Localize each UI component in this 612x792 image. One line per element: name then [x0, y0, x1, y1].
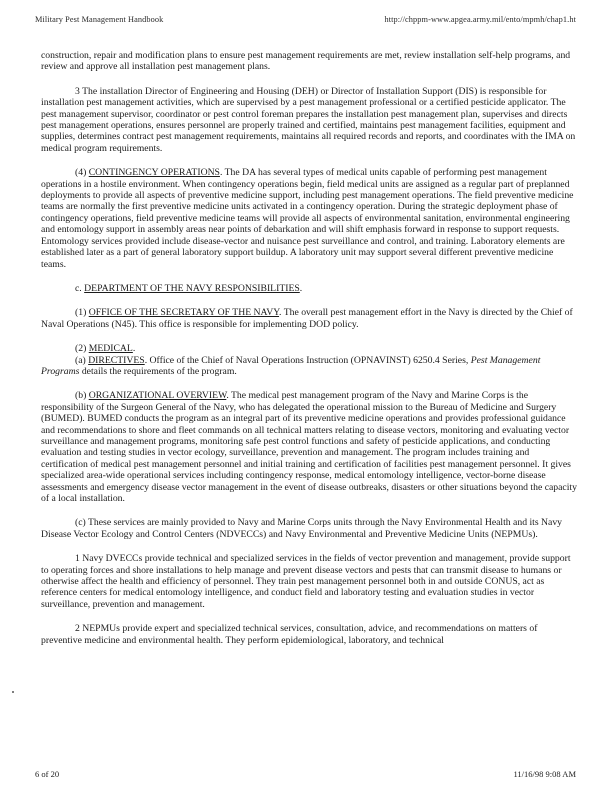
page-header: [35, 15, 576, 24]
paragraph: [41, 50, 577, 73]
underlined-heading: OFFICE OF THE SECRETARY OF THE NAVY: [88, 307, 280, 319]
text-run: (b): [75, 390, 89, 402]
header-title: Military Pest Management Handbook: [35, 15, 164, 24]
paragraph: [41, 517, 577, 540]
paragraph: [41, 283, 577, 294]
text-run: 2 NEPMUs provide expert and specialized technical services, consultation, advice, and recommendations on matters of preventive medicine and environmental health. They perform epidemiological, laboratory, and technical: [41, 623, 538, 646]
text-run: (1): [75, 307, 89, 319]
text-run: c.: [75, 282, 85, 294]
text-run: .: [299, 282, 303, 294]
text-run: construction, repair and modification plans to ensure pest management requirements are met, review installation self-help programs, and review and approve all installation pest management plans.: [41, 50, 571, 73]
document-body: [41, 50, 577, 646]
footer-timestamp: 11/16/98 9:08 AM: [513, 769, 576, 779]
underlined-heading: DIRECTIVES: [88, 354, 145, 366]
text-run: . The overall pest management effort in the Navy is directed by the Chief of Naval Operations (N45). This office is responsible for implementing DOD policy.: [41, 307, 573, 330]
paragraph: [41, 86, 577, 154]
stray-mark: [12, 691, 14, 693]
text-run: (4): [75, 167, 89, 179]
text-run: .: [132, 343, 136, 355]
text-run: (a): [75, 354, 89, 366]
underlined-heading: ORGANIZATIONAL OVERVIEW: [88, 390, 227, 402]
paragraph: [41, 623, 577, 646]
paragraph: [41, 390, 577, 504]
text-run: 1 Navy DVECCs provide technical and specialized services in the fields of vector prevention and management, provide support to operating forces and shore installations to help manage and prevent disease vectors and pests that can transmit disease to humans or otherwise affect the health and efficiency of personnel. They train pest management personnel both in and outside CONUS, act as reference centers for medical entomology intelligence, and conduct field and laboratory testing and evaluation studies in vector surveillance, prevention and management.: [41, 553, 571, 610]
text-run: . The medical pest management program of the Navy and Marine Corps is the responsibility of the Surgeon General of the Navy, who has delegated the operational mission to the Bureau of Medicine and Surgery (BUMED). BUMED conducts the program as an integral part of its preventive medicine operations and provides professional guidance and recommendations to shore and fleet commands on all technical matters relating to disease vectors, monitoring and evaluating vector surveillance and management programs, monitoring safe pest control functions and safety of pesticide applications, and conducting evaluation and testing studies in vector ecology, surveillance, prevention and management. The program includes training and certification of medical pest management personnel and initial training and certification of facilities pest management personnel. It gives specialized area-wide operational services including contingency response, medical entomology intelligence, vector-borne disease assessments and emergency disease vector management in the event of disease outbreaks, disasters or other situations beyond the capacity of a local installation.: [41, 390, 577, 504]
paragraph: [41, 167, 577, 270]
underlined-heading: CONTINGENCY OPERATIONS: [88, 167, 220, 179]
text-run: details the requirements of the program.: [79, 365, 237, 377]
text-run: 3 The installation Director of Engineering and Housing (DEH) or Director of Installation Support (DIS) is responsible for installation pest management activities, which are supervised by a pest management professional or a certified pesticide applicator. The pest management supervisor, coordinator or pest control foreman prepares the installation pest management plan, supervises and directs pest management operations, ensures personnel are properly trained and certified, maintains pest management facilities, equipment and supplies, determines contract pest management requirements, maintains all required records and reports, and coordinates with the IMA on medical program requirements.: [41, 85, 576, 154]
header-url: http://chppm-www.apgea.army.mil/ento/mpmh/chap1.ht: [384, 15, 576, 24]
text-run: (2): [75, 343, 89, 355]
paragraph: [41, 307, 577, 330]
text-run: . Office of the Chief of Naval Operations Instruction (OPNAVINST) 6250.4 Series,: [144, 354, 471, 366]
footer-page-number: 6 of 20: [35, 769, 60, 779]
paragraph: [41, 355, 577, 378]
text-run: . The DA has several types of medical units capable of performing pest management operations in a hostile environment. When contingency operations begin, field medical units are assigned as a regular part of preplanned deployments to provide all aspects of preventive medicine support, including pest management operations. The field preventive medicine teams are normally the first preventive medicine units activated in a contingency operation. During the strategic deployment phase of contingency operations, field preventive medicine teams will provide all aspects of environmental sanitation, environmental engineering and entomology support in assembly areas near points of debarkation and will shift emphasis forward in response to support requests. Entomology services provided include disease-vector and nuisance pest surveillance and control, and training. Laboratory elements are established later as a part of general laboratory support buildup. A laboratory unit may support several different preventive medicine teams.: [41, 167, 574, 270]
text-run: (c) These services are mainly provided to Navy and Marine Corps units through the Navy Environmental Health and its Navy Disease Vector Ecology and Control Centers (NDVECCs) and Navy Environmental and Preventive Medicine Units (NEPMUs).: [41, 517, 563, 540]
italic-title: Pest Management Programs: [41, 354, 541, 377]
page-footer: [35, 769, 576, 779]
paragraph: [41, 553, 577, 610]
underlined-heading: DEPARTMENT OF THE NAVY RESPONSIBILITIES: [84, 282, 300, 294]
underlined-heading: MEDICAL: [88, 343, 133, 355]
paragraph: [41, 343, 577, 354]
